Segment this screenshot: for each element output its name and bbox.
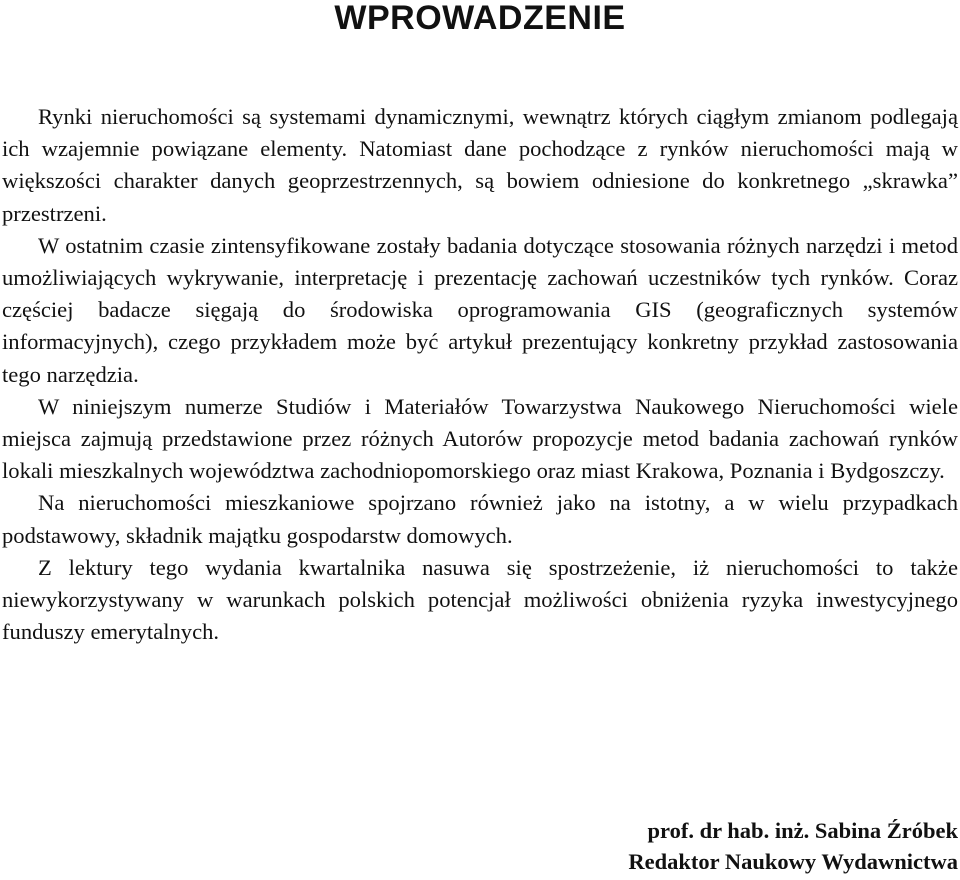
paragraph-2: W ostatnim czasie zintensyfikowane zostały badania dotyczące stosowania różnych narzędzi i metod umożliwiających wykrywanie, interpretację i prezentację zachowań uczestników tych rynków. Coraz częściej badacze sięgają do środowiska oprogramowania GIS (geograficznych systemów informacyjnych), czego przykładem może być artykuł prezentujący konkretny przykład zastosowania tego narzędzia. (2, 232, 958, 387)
introduction-body (2, 101, 958, 648)
paragraph-3: W niniejszym numerze Studiów i Materiałów Towarzystwa Naukowego Nieruchomości wiele miejsca zajmują przedstawione przez różnych Autorów propozycje metod badania zachowań rynków lokali mieszkalnych województwa zachodniopomorskiego oraz miast Krakowa, Poznania i Bydgoszczy. (2, 393, 958, 484)
paragraph-4: Na nieruchomości mieszkaniowe spojrzano również jako na istotny, a w wielu przypadkach podstawowy, składnik majątku gospodarstw domowych. (2, 490, 958, 548)
signature-name: prof. dr hab. inż. Sabina Źróbek (647, 818, 958, 843)
signature-block (628, 815, 958, 877)
paragraph-1: Rynki nieruchomości są systemami dynamicznymi, wewnątrz których ciągłym zmianom podlegają ich wzajemnie powiązane elementy. Natomiast dane pochodzące z rynków nieruchomości mają w większości charakter danych geoprzestrzennych, są bowiem odniesione do konkretnego „skrawka” przestrzeni. (2, 104, 958, 226)
page-title: WPROWADZENIE (334, 0, 626, 37)
signature-role: Redaktor Naukowy Wydawnictwa (628, 849, 958, 874)
paragraph-5: Z lektury tego wydania kwartalnika nasuwa się spostrzeżenie, iż nieruchomości to także niewykorzystywany w warunkach polskich potencjał możliwości obniżenia ryzyka inwestycyjnego funduszy emerytalnych. (2, 554, 958, 645)
